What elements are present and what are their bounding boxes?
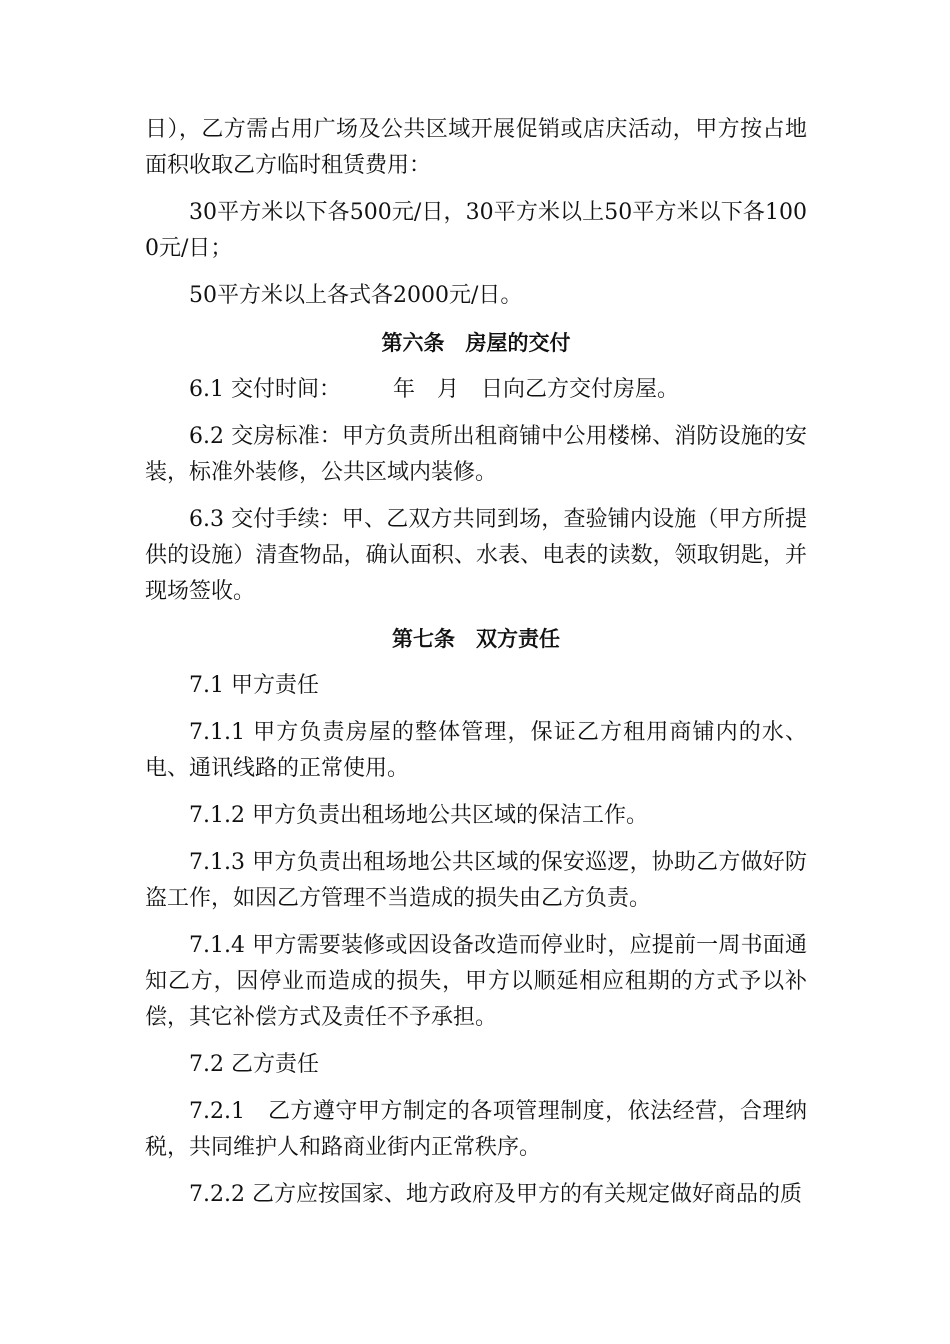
clause-6-1-label: 6.1 交付时间：	[189, 377, 341, 402]
clause-7-1: 7.1 甲方责任	[189, 673, 319, 698]
clause-7-1-3: 7.1.3 甲方负责出租场地公共区域的保安巡逻，协助乙方做好防盗工作，如因乙方管理不当造成的损失由乙方负责。	[145, 850, 807, 911]
clause-7-2-1: 7.2.1 乙方遵守甲方制定的各项管理制度，依法经营，合理纳税，共同维护人和路商业街内正常秩序。	[145, 1099, 807, 1160]
clause-6-1-month: 月	[437, 377, 460, 402]
clause-6-1	[145, 372, 807, 408]
clause-6-1-year: 年	[392, 377, 415, 402]
document-body	[145, 112, 807, 1224]
clause-7-2-2: 7.2.2 乙方应按国家、地方政府及甲方的有关规定做好商品的质	[189, 1182, 802, 1207]
clause-6-3: 6.3 交付手续：甲、乙双方共同到场，查验铺内设施（甲方所提供的设施）清查物品，确认面积、水表、电表的读数，领取钥匙，并现场签收。	[145, 507, 807, 604]
paragraph-fee-under-30: 30平方米以下各500元/日，30平方米以上50平方米以下各1000元/日；	[145, 200, 807, 261]
clause-6-1-rest: 日向乙方交付房屋。	[481, 377, 680, 402]
clause-7-1-1: 7.1.1 甲方负责房屋的整体管理，保证乙方租用商铺内的水、电、通讯线路的正常使用。	[145, 720, 807, 781]
article-6-heading: 第六条 房屋的交付	[381, 331, 571, 355]
paragraph-continued: 日），乙方需占用广场及公共区域开展促销或店庆活动，甲方按占地面积收取乙方临时租赁费用：	[145, 117, 807, 178]
paragraph-fee-over-50: 50平方米以上各式各2000元/日。	[189, 283, 523, 308]
clause-7-1-4: 7.1.4 甲方需要装修或因设备改造而停业时，应提前一周书面通知乙方，因停业而造成的损失，甲方以顺延相应租期的方式予以补偿，其它补偿方式及责任不予承担。	[145, 933, 807, 1030]
article-7-heading: 第七条 双方责任	[392, 627, 560, 651]
clause-7-2: 7.2 乙方责任	[189, 1052, 319, 1077]
clause-7-1-2: 7.1.2 甲方负责出租场地公共区域的保洁工作。	[189, 803, 648, 828]
clause-6-2: 6.2 交房标准：甲方负责所出租商铺中公用楼梯、消防设施的安装，标准外装修，公共区域内装修。	[145, 424, 807, 485]
